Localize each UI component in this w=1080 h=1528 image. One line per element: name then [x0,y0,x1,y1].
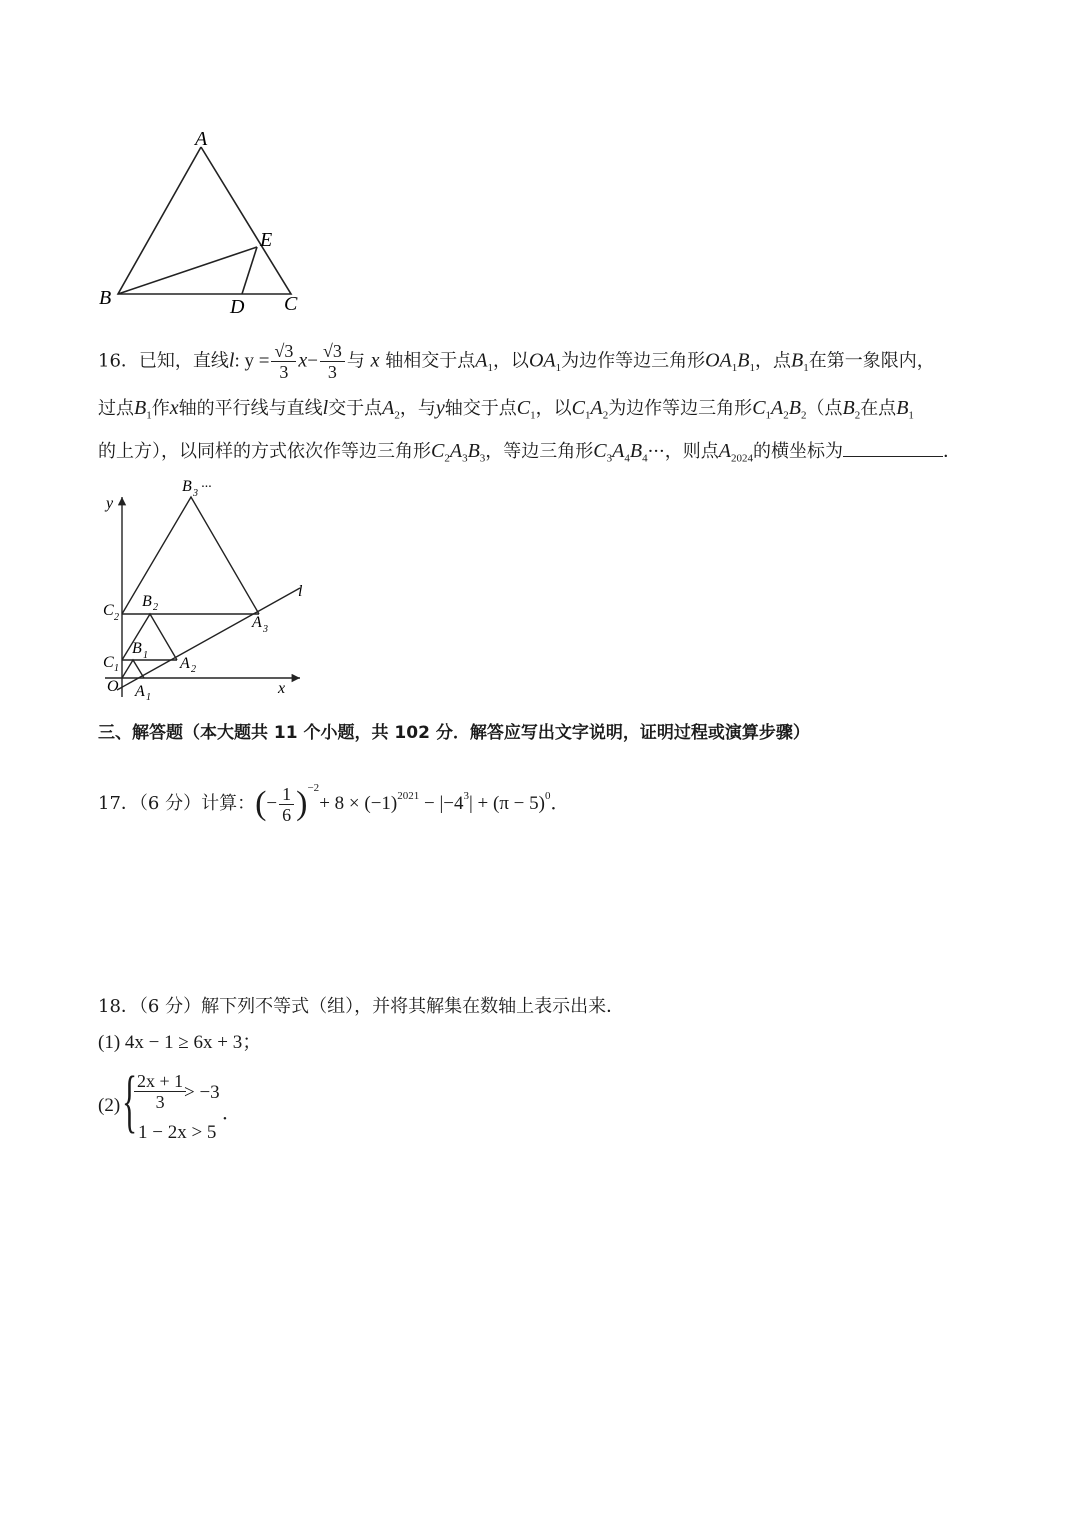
label-l: l [298,583,303,600]
segment-be [118,247,257,294]
svg-text:A: A [252,614,262,631]
svg-text:1: 1 [143,650,148,661]
svg-text:B: B [132,640,142,657]
q16-number: 16． [98,350,139,372]
fraction-sqrt3-over-3: $\frac{√3}{3}$ [320,341,345,382]
fraction-2x-plus-1-over-3: $\frac{2x + 1}{3}$ [134,1071,186,1112]
svg-text:B: B [182,478,192,495]
svg-text:C: C [103,602,114,619]
label-d: D [230,296,245,318]
q16-line-3: 的上方），以同样的方式依次作等边三角形$C_2A_3B_3$，等边三角形$C_3A_4B_4\cdot\cdot\cdot$，则点$A_{2024}$的横坐标为 ． [98,440,961,465]
label-y: y [106,495,114,512]
label-e: E [260,229,273,251]
label-a: A [195,128,208,150]
svg-text:3: 3 [263,624,268,635]
svg-text:A: A [180,655,190,672]
svg-text:B: B [142,593,152,610]
label-c: C [284,293,298,315]
answer-blank[interactable] [843,438,943,457]
q18-part-2: (2) { $\frac{2x + 1}{3}$ > −3 1 − 2x > 5 ． [98,1063,242,1143]
svg-text:2: 2 [191,664,196,675]
label-o: O [107,678,119,695]
section-3-heading: 三、解答题（本大题共 11 个小题，共 102 分．解答应写出文字说明，证明过程或演算步骤） [98,723,810,743]
svg-text:1: 1 [146,692,151,703]
svg-text:A: A [135,683,145,700]
q18-number: 18． [98,996,139,1017]
q17-number: 17． [98,793,139,814]
fraction-sqrt3-over-3: $\frac{√3}{3}$ [271,341,296,382]
q18-stem: 18．（6 分）解下列不等式（组），并将其解集在数轴上表示出来． [98,996,625,1017]
q16-line-2: 过点$B_1$作x轴的平行线与直线l交于点$A_2$，与y轴交于点$C_1$，以$C_1A_2$为边作等边三角形$C_1A_2B_2$（点$B_2$在点$B_1$ [98,397,914,422]
figure-coordinate-triangles [95,472,325,712]
svg-text:···: ··· [201,480,212,495]
svg-text:2: 2 [153,602,158,613]
triangle-abc [118,147,291,294]
label-x: x [278,680,286,697]
svg-text:3: 3 [193,488,198,499]
svg-text:1: 1 [114,663,119,674]
fraction-one-sixth: $\frac{1}{6}$ [279,784,294,825]
label-b: B [99,287,112,309]
svg-text:2: 2 [114,612,119,623]
q17: 17．（6 分）计算：(− $\frac{1}{6}$ )$^{-2}+ 8 \times (-1)^{2021} - |-4^3| + (\pi - 5)^0$． [98,782,570,825]
q16-line-1: 16．已知，直线l: y = $\frac{√3}{3}$ x− $\frac{√3}{3}$ 与 x 轴相交于点$A_1$，以$OA_1$为边作等边三角形$OA_1B_1$，点$B_1$在第一象限内， [98,341,935,382]
segment-de [242,247,257,294]
triangle-2 [122,614,177,660]
svg-text:C: C [103,654,114,671]
figure-triangle-abc [90,125,320,325]
triangle-1 [122,660,144,678]
system-brace: { [122,1063,138,1140]
q18-part-1: (1) 4x − 1 ≥ 6x + 3； [98,1032,262,1053]
